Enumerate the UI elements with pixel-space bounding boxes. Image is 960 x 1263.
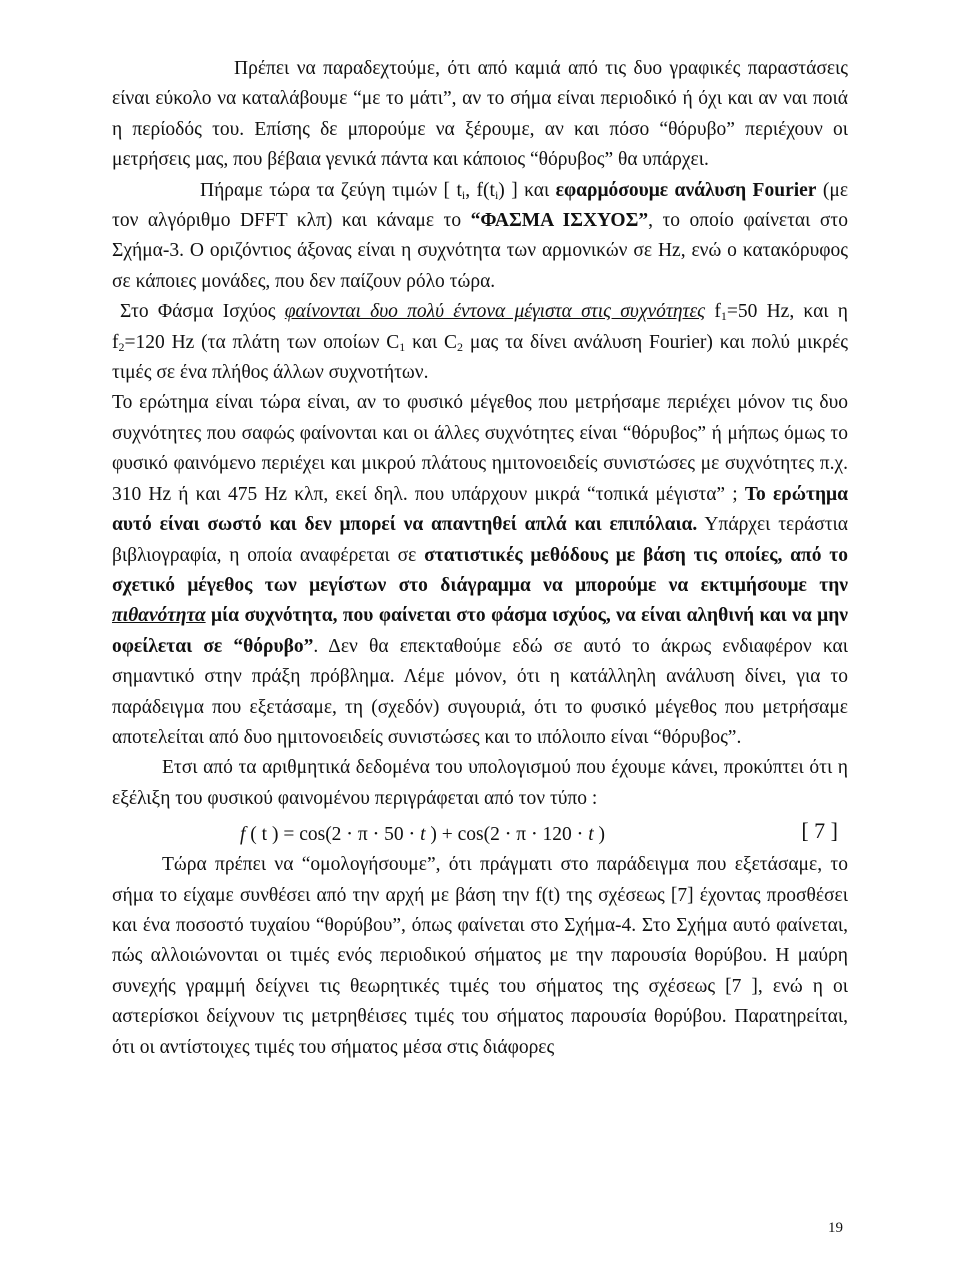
paragraph-3 (112, 297, 848, 388)
para2-text: , το οποίο φαίνεται στο Σχήμα-3. Ο οριζόντιος άξονας είναι η συχνότητα των αρμονικών σε Hz, ενώ ο κατακόρυφος σε κάποιες μονάδες, που δεν παίζουν ρόλο τώρα. (112, 210, 848, 292)
para4-text: Το ερώτημα είναι τώρα είναι, αν το φυσικό μέγεθος που μετρήσαμε περιέχει μόνον τις δυο συχνότητες που σαφώς φαίνονται και οι άλλες συχνότητες είναι “θόρυβος” ή μήπως όμως το φυσικό φαινόμενο περιέχει και μικρού πλάτους ημιτονοειδείς συνιστώσες με συχνότητες π.χ. 310 Hz ή και 475 Hz κλπ, εκεί δηλ. που υπάρχουν μικρά “τοπικά μέγιστα” ; (112, 392, 848, 505)
bold-phrase: εφαρμόσουμε ανάλυση Fourier (555, 179, 817, 201)
emphasis-phrase: φαίνονται δυο πολύ έντονα μέγιστα στις συχνότητες (284, 301, 706, 323)
para3-text: και C (405, 331, 458, 353)
subscript-i: i (461, 187, 466, 202)
equation-number: [ 7 ] (801, 818, 838, 844)
bold-phrase: “ΦΑΣΜΑ ΙΣΧΥΟΣ” (470, 210, 649, 232)
para3-text: =120 Hz (τα πλάτη των οποίων C (124, 331, 400, 353)
document-body (112, 54, 848, 1063)
para3-text: =50 Hz, και η f (112, 301, 848, 353)
page-number: 19 (828, 1220, 843, 1236)
emphasis-phrase: πιθανότητα (112, 605, 206, 627)
para2-text: (με τον αλγόριθμο DFFT κλπ) και κάναμε το (112, 179, 849, 232)
paragraph-5: Ετσι από τα αριθμητικά δεδομένα του υπολογισμού που έχουμε κάνει, προκύπτει ότι η εξέλιξη του φυσικού φαινομένου περιγράφεται από τον τύπο : (112, 757, 848, 809)
bold-phrase: στατιστικές μεθόδους με βάση τις οποίες, από το σχετικό μέγεθος των μεγίστων στο διάγραμμα να μπορούμε να εκτιμήσουμε την (112, 544, 848, 596)
equation-symbol: t (420, 824, 426, 846)
para3-text: μας τα δίνει ανάλυση Fourier) και πολύ μικρές τιμές σε ένα πλήθος άλλων συχνοτήτων. (112, 331, 849, 384)
paragraph-1: Πρέπει να παραδεχτούμε, ότι από καμιά από τις δυο γραφικές παραστάσεις είναι εύκολο να καταλάβουμε “με το μάτι”, αν το σήμα είναι περιοδικό ή όχι και αν ναι ποιά η περίοδός του. Επίσης δε μπορούμε να ξέρουμε, αν και πόσο “θόρυβο” περιέχουν οι μετρήσεις μας, που βέβαια γενικά πάντα και κάποιος “θόρυβος” θα υπάρχει. (112, 58, 848, 171)
para2-text: Πήραμε τώρα τα ζεύγη τιμών [ t (200, 179, 462, 201)
para4-text: Υπάρχει τεράστια βιβλιογραφία, η οποία αναφέρεται σε (112, 514, 849, 566)
para3-text: f (705, 301, 721, 323)
equation-symbol: f (240, 824, 246, 846)
paragraph-6: Τώρα πρέπει να “ομολογήσουμε”, ότι πράγματι στο παράδειγμα που εξετάσαμε, το σήμα το είχαμε συνθέσει από την αρχή με βάση την f(t) της σχέσεως [7] έχοντας προσθέσει και ένα ποσοστό τυχαίου “θορύβου”, όπως φαίνεται στο Σχήμα-4. Στο Σχήμα αυτό φαίνεται, πώς αλλοιώνονται οι τιμές ενός περιοδικού σήματος με την παρουσία θορύβου. Η μαύρη συνεχής γραμμή δείχνει τις θεωρητικές τιμές του σήματος της σχέσεως [7 ], ενώ η οι αστερίσκοι δείχνουν τις μετρηθέισες τιμές του σήματος παρουσία θορύβου. Παρατηρείται, ότι οι αντίστοιχες τιμές του σήματος μέσα στις διάφορες (112, 854, 848, 1058)
para4-text: . Δεν θα επεκταθούμε εδώ σε αυτό το άκρως ενδιαφέρον και σημαντικό στην πράξη πρόβλημα. Λέμε μόνον, ότι η κατάλληλη ανάλυση δίνει, για το παράδειγμα που εξετάσαμε, τη (σχεδόν) συγουριά, ότι το φυσικό μέγεθος που μετρήσαμε αποτελείται από δυο ημιτονοειδείς συνιστώσες και το ιπόλοιπο είναι “θόρυβος”. (112, 635, 848, 748)
bold-phrase: Το ερώτημα αυτό είναι σωστό και δεν μπορεί να απαντηθεί απλά και επιπόλαια. (112, 483, 848, 536)
subscript-i: i (494, 187, 499, 202)
paragraph-4 (112, 388, 848, 753)
para2-text: ) ] και (498, 179, 556, 201)
equation-part: ) (593, 824, 606, 846)
bold-phrase: μία συχνότητα, που φαίνεται στο φάσμα ισχύος, να είναι αληθινή και να μην οφείλεται σε “θόρυβο” (112, 605, 848, 657)
subscript: 2 (457, 339, 464, 354)
equation-part: ( t ) = cos(2 ⋅ π ⋅ 50 ⋅ (245, 824, 421, 846)
para2-text: , f(t (465, 179, 495, 201)
equation-part: ) + cos(2 ⋅ π ⋅ 120 ⋅ (425, 824, 589, 846)
subscript: 1 (720, 309, 727, 324)
para3-text: Στο Φάσμα Ισχύος (120, 301, 285, 323)
subscript: 2 (118, 339, 125, 354)
paragraph-2 (112, 176, 848, 298)
equation-7 (112, 816, 848, 850)
equation-expression (240, 820, 605, 850)
equation-symbol: t (588, 824, 594, 846)
subscript: 1 (399, 339, 406, 354)
